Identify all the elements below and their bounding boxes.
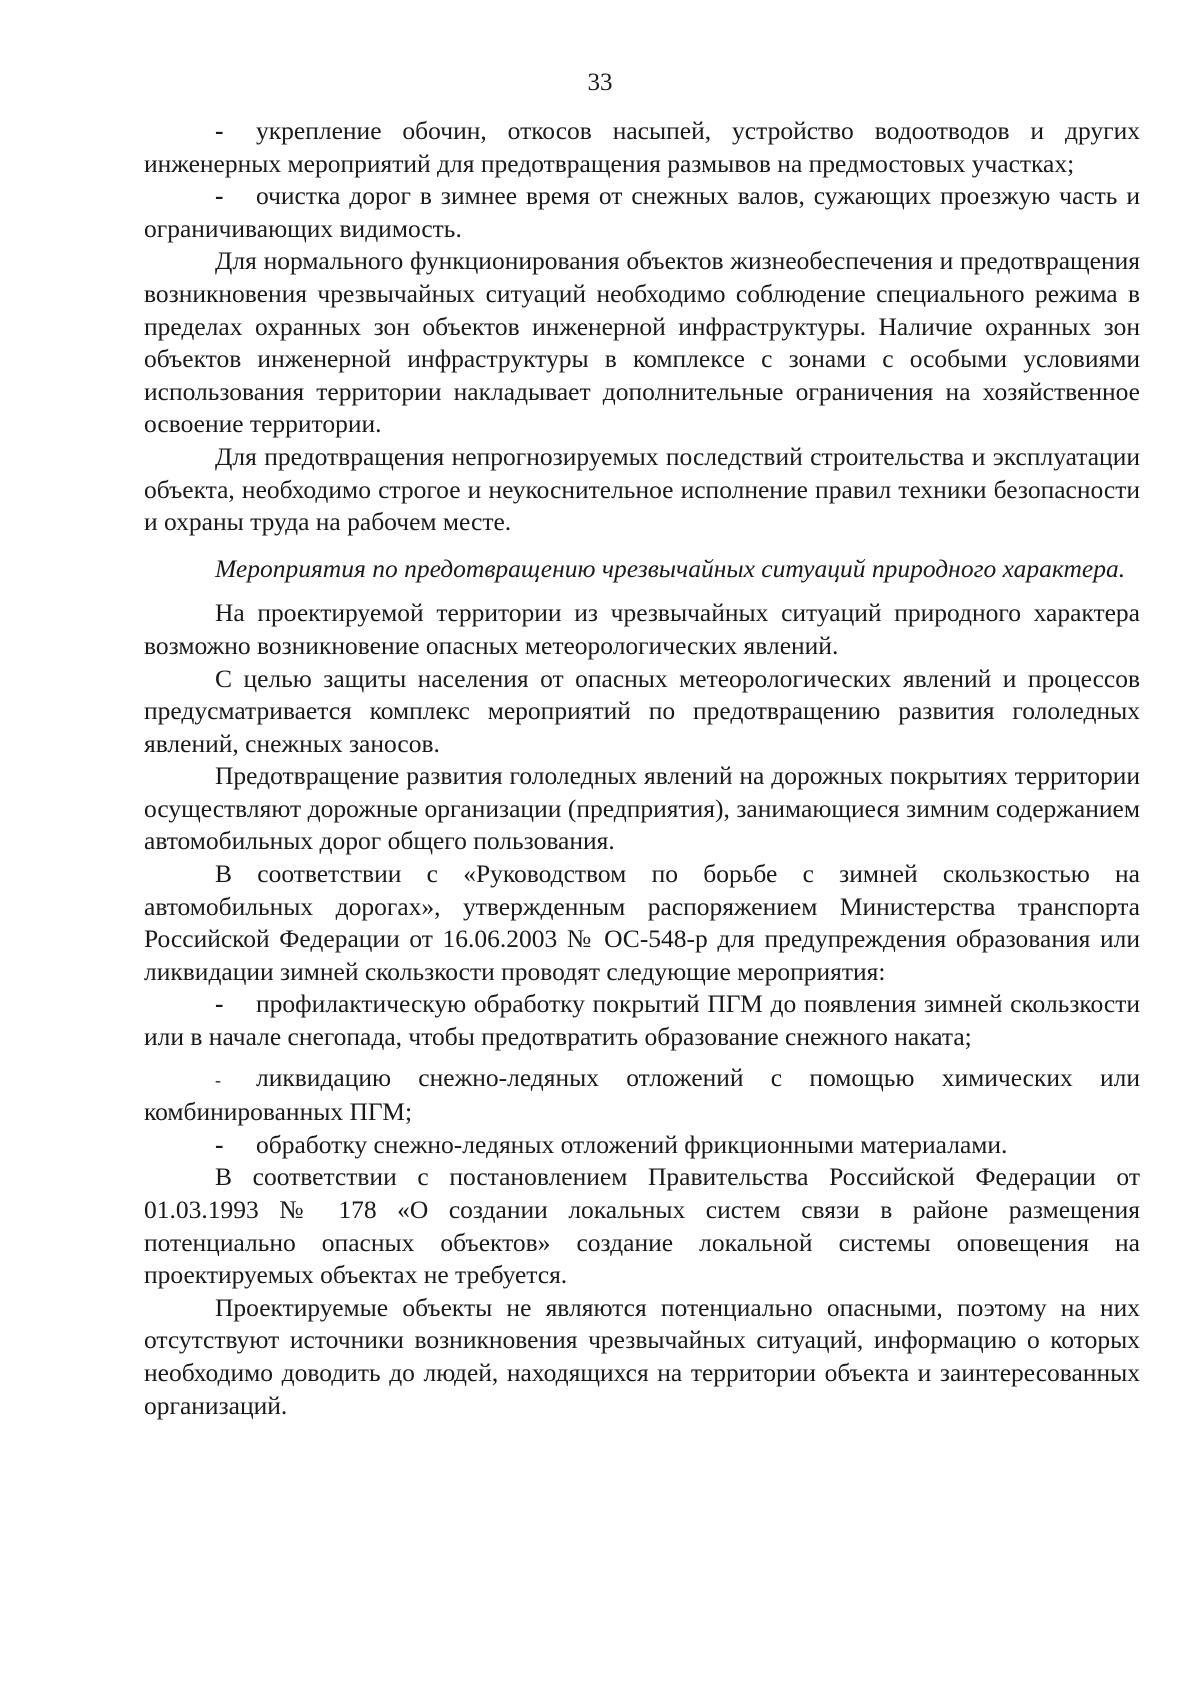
paragraph: С целью защиты населения от опасных метеорологических явлений и процессов предусматривается комплекс мероприятий по предотвращению развития гололедных явлений, снежных заносов.	[144, 663, 1140, 758]
document-body	[144, 115, 1140, 1422]
bullet-dash: -	[215, 1129, 224, 1159]
paragraph: Для нормального функционирования объектов жизнеобеспечения и предотвращения возникновения чрезвычайных ситуаций необходимо соблюдение специального режима в пределах охранных зон объектов инженерной инфраструктуры. Наличие охранных зон объектов инженерной инфраструктуры в комплексе с зонами с особыми условиями использования территории накладывает дополнительные ограничения на хозяйственное освоение территории.	[144, 246, 1140, 439]
bullet-item	[144, 180, 1140, 245]
bullet-text: профилактическую обработку покрытий ПГМ до появления зимней скользкости или в начале снегопада, чтобы предотвратить образование снежного наката;	[144, 989, 1140, 1052]
bullet-dash: -	[215, 116, 224, 145]
paragraph: В соответствии с постановлением Правительства Российской Федерации от 01.03.1993 № 178 «О создании локальных систем связи в районе размещения потенциально опасных объектов» создание локальной системы оповещения на проектируемых объектах не требуется.	[144, 1162, 1140, 1290]
bullet-item	[144, 1129, 1140, 1162]
bullet-text: очистка дорог в зимнее время от снежных валов, сужающих проезжую часть и ограничивающих видимость.	[144, 181, 1140, 243]
bullet-dash: -	[215, 181, 224, 211]
bullet-item	[144, 115, 1140, 180]
paragraph: Проектируемые объекты не являются потенциально опасными, поэтому на них отсутствуют источники возникновения чрезвычайных ситуаций, информацию о которых необходимо доводить до людей, находящихся на территории объекта и заинтересованных организаций.	[144, 1292, 1140, 1420]
bullet-text: ликвидацию снежно-ледяных отложений с помощью химических или комбинированных ПГМ;	[144, 1062, 1140, 1127]
paragraph: На проектируемой территории из чрезвычайных ситуаций природного характера возможно возникновение опасных метеорологических явлений.	[144, 598, 1140, 660]
bullet-dash: -	[215, 989, 224, 1019]
bullet-item	[144, 988, 1140, 1053]
paragraph: Для предотвращения непрогнозируемых последствий строительства и эксплуатации объекта, необходимо строгое и неукоснительное исполнение правил техники безопасности и охраны труда на рабочем месте.	[144, 441, 1140, 537]
paragraph: Предотвращение развития гололедных явлений на дорожных покрытиях территории осуществляют дорожные организации (предприятия), занимающиеся зимним содержанием автомобильных дорог общего пользования.	[144, 761, 1140, 856]
bullet-item	[144, 1062, 1140, 1129]
section-heading: Мероприятия по предотвращению чрезвычайных ситуаций природного характера.	[215, 553, 1126, 583]
bullet-text: укрепление обочин, откосов насыпей, устройство водоотводов и других инженерных мероприятий для предотвращения размывов на предмостовых участках;	[144, 116, 1140, 178]
bullet-dash: -	[215, 1069, 221, 1090]
paragraph: В соответствии с «Руководством по борьбе с зимней скользкостью на автомобильных дорогах», утвержденным распоряжением Министерства транспорта Российской Федерации от 16.06.2003 № ОС-548-р для предупреждения образования или ликвидации зимней скользкости проводят следующие мероприятия:	[144, 859, 1140, 986]
bullet-text: обработку снежно-ледяных отложений фрикционными материалами.	[256, 1129, 1008, 1159]
page-number: 33	[587, 69, 613, 96]
